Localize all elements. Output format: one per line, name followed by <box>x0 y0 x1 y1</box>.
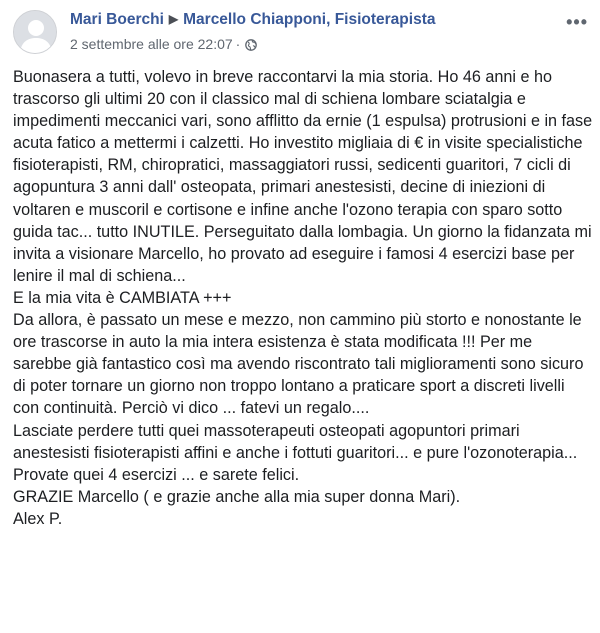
default-profile-icon <box>14 11 57 54</box>
post-body <box>13 66 595 530</box>
post-timestamp-link[interactable]: 2 settembre alle ore 22:07 <box>70 36 233 52</box>
post-paragraph: E la mia vita è CAMBIATA +++ <box>13 288 232 307</box>
post-meta <box>70 36 257 54</box>
post-paragraph: Alex P. <box>13 509 63 528</box>
post-paragraph: Da allora, è passato un mese e mezzo, non cammino più storto e nonostante le ore trascorse in auto la mia intera esistenza è stata modificata !!! Per me sarebbe già fantastico così ma avendo riscontrato tali miglioramenti sono sicuro di poter tornare un giorno non troppo lontano a praticare sport a discreti livelli con continuità. Perciò vi dico ... fatevi un regalo.... <box>13 311 584 418</box>
post-paragraph: Buonasera a tutti, volevo in breve raccontarvi la mia storia. Ho 46 anni e ho trascorso gli ultimi 20 con il classico mal di schiena lombare sciatalgia e impedimenti meccanici vari, sono afflitto da ernie (1 espulsa) protrusioni e in fase acuta fatico a mettermi i calzetti. Ho investito migliaia di € in visite specialistiche fisioterapisti, RM, chiropratici, massaggiatori russi, sedicenti guaritori, 7 cicli di agopuntura 3 anni dall' osteopata, primari anestesisti, decine di iniezioni di voltaren e muscoril e cortisone e infine anche l'ozono terapia con sparo sotto guida tac... tutto INUTILE. Perseguitato dalla lombagia. Un giorno la fidanzata mi invita a visionare Marcello, ho provato ad eseguire i famosi 4 esercizi base per lenire il mal di schiena... <box>13 68 593 285</box>
avatar[interactable] <box>13 10 57 54</box>
author-name-link[interactable]: Mari Boerchi <box>70 11 164 28</box>
shared-to-arrow-icon: ▶ <box>168 12 179 26</box>
post-paragraph: GRAZIE Marcello ( e grazie anche alla mia super donna Mari). <box>13 487 461 506</box>
more-options-icon[interactable]: ••• <box>566 12 588 32</box>
post-paragraph: Lasciate perdere tutti quei massoterapeuti osteopati agopuntori primari anestesisti fisioterapisti affini e anche i fottuti guaritori... e pure l'ozonoterapia... <box>13 421 578 462</box>
post-names <box>70 11 435 29</box>
post-paragraph: Provate quei 4 esercizi ... e sarete felici. <box>13 465 300 484</box>
target-page-link[interactable]: Marcello Chiapponi, Fisioterapista <box>183 11 436 28</box>
post-header <box>13 10 600 60</box>
globe-icon[interactable] <box>245 38 257 54</box>
meta-separator: · <box>235 36 241 52</box>
